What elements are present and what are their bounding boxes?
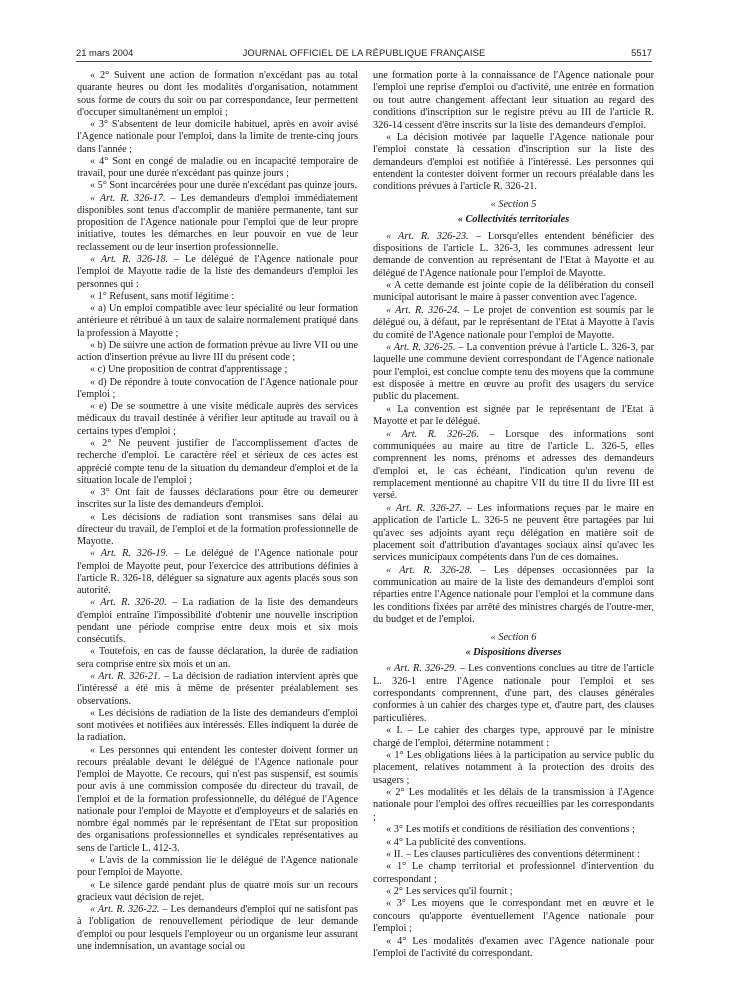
paragraph: « 2° Les modalités et les délais de la transmission à l'Agence nationale pour l'emploi des offres recueillies par les correspondants ; <box>373 787 654 823</box>
paragraph: « Les décisions de radiation de la liste des demandeurs d'emploi sont motivées et notifiées aux intéressés. Elles indiquent la durée de la radiation. <box>77 707 358 744</box>
article-paragraph <box>373 429 654 503</box>
article-text: – Les demandeurs d'emploi qui ne satisfont pas à l'obligation de renouvellement périodique de leur demande d'emploi ou pour lesquels l'employeur ou un organisme leur assurant une indemnisation, un avantage social ou <box>77 904 359 952</box>
article-paragraph <box>77 193 358 254</box>
article-label: « Art. R. 326-26. <box>386 428 479 440</box>
paragraph: « 2° Suivent une action de formation n'excédant pas au total quarante heures ou dont les modalités d'organisation, notamment sous forme de cours du soir ou par correspondance, leur permettent d'occuper simultanément un emploi ; <box>77 70 358 118</box>
paragraph: « 3° Les motifs et conditions de résiliation des conventions ; <box>386 824 635 836</box>
paragraph: « d) De répondre à toute convocation de l'Agence nationale pour l'emploi ; <box>77 376 358 400</box>
paragraph: « Les décisions de radiation sont transmises sans délai au directeur du travail, de l'emploi et de la formation professionnelle de Mayotte. <box>77 511 358 548</box>
paragraph: « 2° Ne peuvent justifier de l'accomplissement d'actes de recherche d'emploi. Le caractère réel et sérieux de ces actes est apprécié compte tenu de la situation du demandeur d'emploi et de la situation locale de l'emploi ; <box>77 437 358 486</box>
paragraph: « 4° Les modalités d'examen avec l'Agence nationale pour l'emploi de l'activité du correspondant. <box>373 935 654 959</box>
article-label: « Art. R. 326-27. <box>386 502 463 514</box>
paragraph: « 2° Les services qu'il fournit ; <box>386 886 513 897</box>
article-paragraph <box>77 597 358 646</box>
header-rule <box>76 61 652 62</box>
paragraph: « La décision motivée par laquelle l'Agence nationale pour l'emploi constate la cessation d'inscription sur la liste des demandeurs d'emploi est notifiée à l'intéressé. Les personnes qui entendent la contester doivent former un recours préalable dans les conditions prévues à l'article R. 326-21. <box>373 131 654 193</box>
paragraph: « c) Une proposition de contrat d'apprentissage ; <box>90 364 288 376</box>
article-label: « Art. R. 326-21. <box>90 671 161 683</box>
article-label: « Art. R. 326-17. <box>90 192 166 204</box>
article-paragraph <box>373 231 654 281</box>
paragraph: « II. – Les clauses particulières des conventions déterminent : <box>386 848 640 860</box>
article-text: – La décision de radiation intervient après que l'intéressé a été mis à même de présenter préalablement ses observations. <box>77 671 358 707</box>
article-text: – Les conventions conclues au titre de l'article L. 326-1 entre l'Agence nationale pour l'emploi et ses correspondants comprennent, d'une part, des clauses générales conformes à un cahier des charges type et, d'autre part, des clauses particulières. <box>373 663 654 724</box>
paragraph: « A cette demande est jointe copie de la délibération du conseil municipal autorisant le maire à passer convention avec l'agence. <box>373 280 654 304</box>
article-paragraph <box>373 305 654 342</box>
article-paragraph <box>373 663 654 725</box>
article-paragraph <box>373 565 654 627</box>
article-label: « Art. R. 326-28. <box>386 564 473 576</box>
paragraph: « 3° Les moyens que le correspondant met en œuvre et le concours qu'apporte éventuellement l'Agence nationale pour l'emploi ; <box>373 898 654 935</box>
article-paragraph <box>77 904 358 953</box>
article-text: – Les dépenses occasionnées par la communication au maire de la liste des demandeurs d'emploi sont réparties entre l'Agence nationale pour l'emploi et la commune dans les conditions fixées par arrêté des ministres chargés de l'outre-mer, du budget et de l'emploi. <box>373 564 655 626</box>
paragraph: « Le silence gardé pendant plus de quatre mois sur un recours gracieux vaut décision de rejet. <box>77 879 358 903</box>
section-heading: « Section 5 <box>490 198 537 210</box>
article-text: – Les demandeurs d'emploi immédiatement disponibles sont tenus d'accomplir de manière permanente, tant sur proposition de l'Agence nationale pour l'emploi que de leur propre initiative, toutes les démarches en leur pouvoir en vue de leur reclassement ou de leur insertion professionnelle. <box>77 192 358 253</box>
paragraph: « I. – Le cahier des charges type, approuvé par le ministre chargé de l'emploi, détermine notamment : <box>373 725 654 749</box>
article-paragraph <box>77 548 358 597</box>
paragraph: « 1° Refusent, sans motif légitime : <box>90 290 235 302</box>
article-label: « Art. R. 326-20. <box>90 597 167 609</box>
article-text: – La convention prévue à l'article L. 326-3, par laquelle une commune devient correspondant de l'Agence nationale pour l'emploi, est conclue compte tenu des moyens que la commune est disposée à mettre en œuvre au profit des usagers du service public du placement. <box>373 341 655 403</box>
left-column <box>77 70 358 953</box>
section-heading: « Section 6 <box>490 631 537 643</box>
right-column <box>373 70 654 960</box>
paragraph: « e) De se soumettre à une visite médicale auprès des services médicaux du travail destinée à vérifier leur aptitude au travail ou à certains types d'emploi ; <box>77 401 358 437</box>
header-date: 21 mars 2004 <box>76 47 134 58</box>
article-label: « Art. R. 326-23. <box>386 230 469 242</box>
journal-title: JOURNAL OFFICIEL DE LA RÉPUBLIQUE FRANÇAISE <box>242 47 486 58</box>
section-title: « Dispositions diverses <box>465 646 562 658</box>
article-text: – Lorsqu'elles entendent bénéficier des dispositions de l'article L. 326-3, les communes adressent leur demande de convention au représentant de l'Etat à Mayotte et au délégué de l'Agence nationale pour l'emploi de Mayotte. <box>373 230 655 279</box>
article-label: « Art. R. 326-25. <box>386 341 456 353</box>
paragraph: « 5° Sont incarcérées pour une durée n'excédant pas quinze jours. <box>90 180 358 192</box>
article-label: « Art. R. 326-29. <box>386 663 457 675</box>
paragraph: « Toutefois, en cas de fausse déclaration, la durée de radiation sera comprise entre six mois et un an. <box>77 646 358 670</box>
paragraph: « b) De suivre une action de formation prévue au livre VII ou une action d'insertion prévue au livre III du présent code ; <box>77 339 358 364</box>
paragraph: « 3° Ont fait de fausses déclarations pour être ou demeurer inscrites sur la liste des demandeurs d'emploi. <box>77 487 358 511</box>
paragraph: « Les personnes qui entendent les contester doivent former un recours préalable devant le délégué de l'Agence nationale pour l'emploi de Mayotte. Ce recours, qui n'est pas suspensif, est soumis pour avis à une commission composée du directeur du travail, de l'emploi et de la formation professionnelle, du délégué de l'Agence nationale pour l'emploi de Mayotte et d'employeurs et de salariés en nombre égal nommés par le représentant de l'Etat sur proposition des organisations professionnelles et syndicales représentatives au sens de l'article L. 412-3. <box>77 744 358 854</box>
article-text: – La radiation de la liste des demandeurs d'emploi entraîne l'impossibilité d'obtenir une nouvelle inscription pendant une période comprise entre deux mois et six mois consécutifs. <box>77 597 358 646</box>
article-label: « Art. R. 326-22. <box>90 904 160 916</box>
article-text: – Les informations reçues par le maire en application de l'article L. 326-5 ne peuvent être partagées par lui qu'avec ses adjoints ayant reçu délégation en matière soit de placement soit d'attribution d'avantages sociaux ainsi qu'avec les services municipaux compétents dans l'un de ces domaines. <box>373 502 655 564</box>
page-number: 5517 <box>631 47 652 58</box>
paragraph: « 4° Sont en congé de maladie ou en incapacité temporaire de travail, pour une durée n'excédant pas quinze jours ; <box>77 155 358 180</box>
paragraph: « 1° Les obligations liées à la participation au service public du placement, relatives notamment à la protection des droits des usagers ; <box>373 749 654 786</box>
article-text: – Le délégué de l'Agence nationale pour l'emploi de Mayotte peut, pour l'exercice des attributions définies à l'article R. 326-18, déléguer sa signature aux agents placés sous son autorité. <box>77 548 359 597</box>
article-text: – Le projet de convention est soumis par le délégué ou, à défaut, par le représentant de l'Etat à Mayotte à l'avis du comité de l'Agence nationale pour l'emploi de Mayotte. <box>373 304 654 341</box>
paragraph: « 3° S'absentent de leur domicile habituel, après en avoir avisé l'Agence nationale pour l'emploi, dans la limite de trente-cinq jours dans l'année ; <box>77 119 358 155</box>
continued-paragraph: une formation porte à la connaissance de l'Agence nationale pour l'emploi une reprise d'emploi ou d'activité, une entrée en formation ou tout autre changement affectant leur situation au regard des conditions d'inscription sur le registre prévu au III de l'article R. 326-14 cessent d'être inscrits sur la liste des demandeurs d'emploi. <box>373 70 654 131</box>
section-title: « Collectivités territoriales <box>457 214 570 226</box>
paragraph: « a) Un emploi compatible avec leur spécialité ou leur formation antérieure et rétribué à un taux de salaire normalement pratiqué dans la profession à Mayotte ; <box>77 303 358 339</box>
article-paragraph <box>77 671 358 708</box>
paragraph: « 4° La publicité des conventions. <box>386 836 527 848</box>
article-label: « Art. R. 326-24. <box>386 304 460 316</box>
paragraph: « La convention est signée par le représentant de l'Etat à Mayotte et par le délégué. <box>373 403 654 428</box>
article-text: – Lorsque des informations sont communiquées au maire au titre de l'article L. 326-5, elles comprennent les noms, prénoms et adresses des demandeurs d'emploi et, le cas échéant, l'indication qu'un revenu de remplacement mentionné au chapitre VII du titre II du livre III est versé. <box>373 428 654 502</box>
article-paragraph <box>373 503 654 565</box>
article-text: – Le délégué de l'Agence nationale pour l'emploi de Mayotte radie de la liste des demandeurs d'emploi les personnes qui : <box>77 253 359 290</box>
article-paragraph <box>373 342 654 404</box>
paragraph: « 1° Le champ territorial et professionnel d'intervention du correspondant ; <box>373 861 654 885</box>
paragraph: « L'avis de la commission lie le délégué de l'Agence nationale pour l'emploi de Mayotte. <box>77 855 358 879</box>
article-label: « Art. R. 326-19. <box>90 548 169 560</box>
article-paragraph <box>77 254 358 291</box>
article-label: « Art. R. 326-18. <box>90 253 169 265</box>
